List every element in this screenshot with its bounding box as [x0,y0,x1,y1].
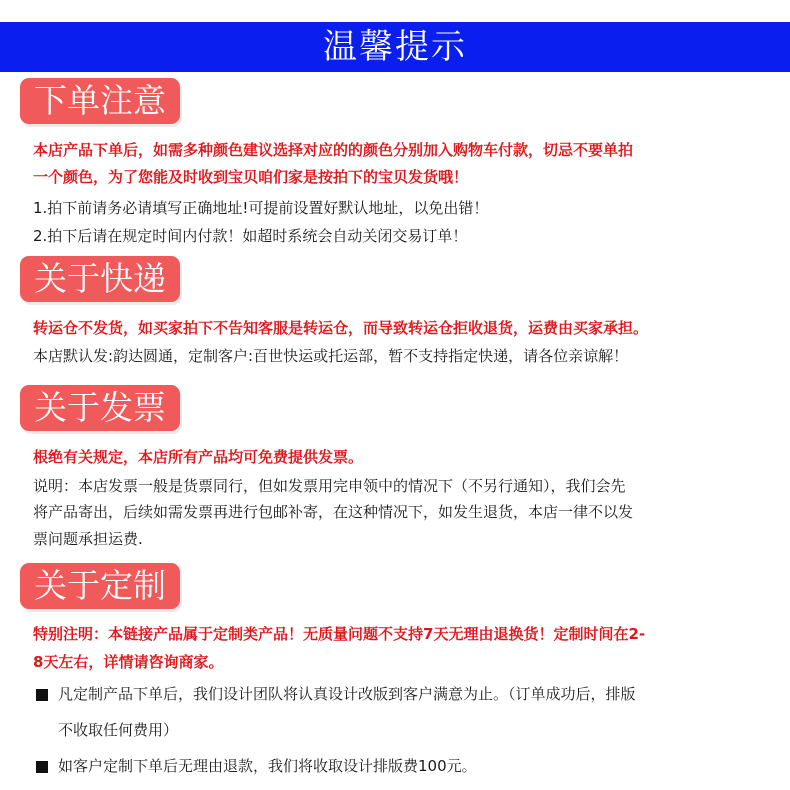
invoice-heading: 关于发票 [20,385,180,431]
custom-bullet1-line2: 不收取任何费用） [58,721,179,739]
banner [0,22,790,72]
shipping-heading: 关于快递 [20,256,180,302]
order-warning-line1: 本店产品下单后，如需多种颜色建议选择对应的的颜色分别加入购物车付款，切忌不要单拍 [33,141,634,159]
shipping-warning: 转运仓不发货，如买家拍下不告知客服是转运仓，而导致转运仓拒收退货，运费由买家承担。 [33,319,649,337]
order-warning-line2: 一个颜色，为了您能及时收到宝贝咱们家是按拍下的宝贝发货哦！ [33,168,469,186]
custom-bullet1-line1: 凡定制产品下单后，我们设计团队将认真设计改版到客户满意为止。（订单成功后，排版 [58,685,636,703]
invoice-warning: 根绝有关规定，本店所有产品均可免费提供发票。 [33,448,364,466]
custom-bullet2: 如客户定制下单后无理由退款，我们将收取设计排版费100元。 [58,757,477,775]
order-note2: 2.拍下后请在规定时间内付款！如超时系统会自动关闭交易订单！ [33,227,468,245]
shipping-note: 本店默认发:韵达圆通，定制客户:百世快运或托运部，暂不支持指定快递，请各位亲谅解！ [33,347,629,365]
custom-heading: 关于定制 [20,563,180,609]
square-bullet-icon [36,689,48,701]
custom-bullet-2 [36,750,756,783]
custom-warning-line1: 特别注明：本链接产品属于定制类产品！无质量问题不支持7天无理由退换货！定制时间在2- [33,625,646,643]
invoice-note-line2: 将产品寄出，后续如需发票再进行包邮补寄，在这种情况下，如发生退货，本店一律不以发 [33,503,634,521]
order-note1: 1.拍下前请务必请填写正确地址!可提前设置好默认地址，以免出错！ [33,199,489,217]
invoice-note-line1: 说明：本店发票一般是货票同行，但如发票用完申领中的情况下（不另行通知），我们会先 [33,477,626,495]
invoice-note-line3: 票问题承担运费. [33,530,143,548]
custom-warning-line2: 8天左右，详情请咨询商家。 [33,653,224,671]
square-bullet-icon [36,761,48,773]
order-heading: 下单注意 [20,78,180,124]
banner-title: 温馨提示 [323,27,467,67]
custom-bullet-1 [36,678,756,748]
